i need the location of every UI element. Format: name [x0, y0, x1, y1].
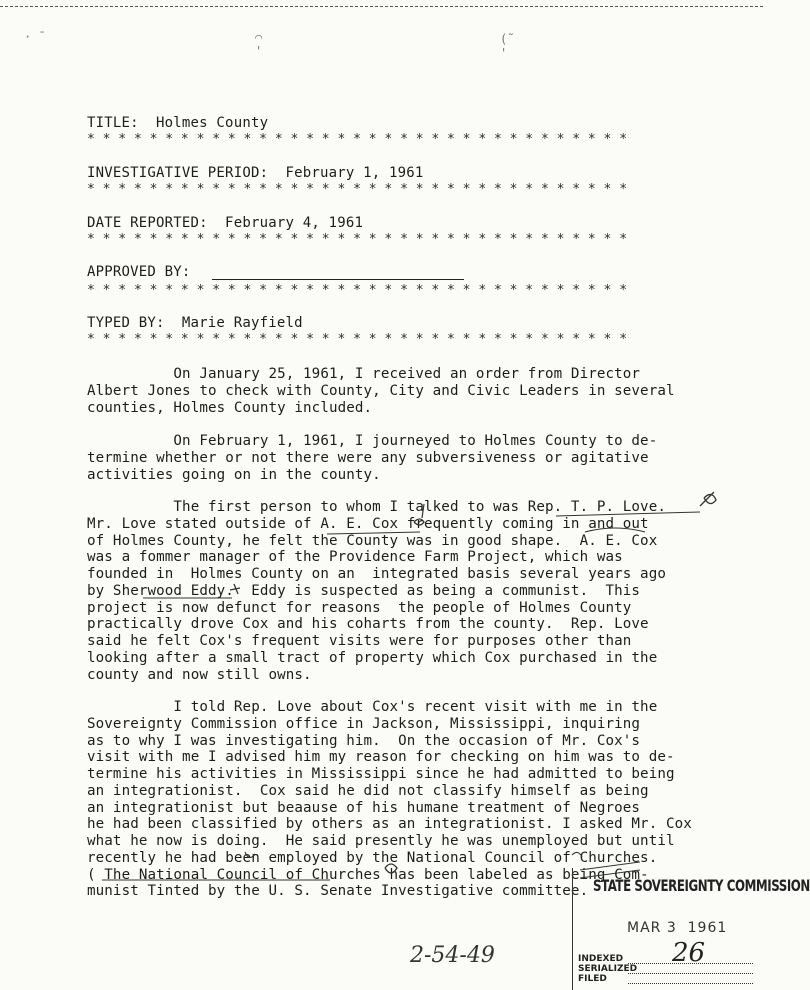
stamp-label-serialized: SERIALIZED [578, 964, 638, 974]
stamp-label-filed: FILED [578, 974, 607, 984]
stamp-dotted-line [628, 973, 753, 974]
typed-by: TYPED BY: Marie Rayfield [87, 315, 303, 331]
body-paragraph-1: On January 25, 1961, I received an order from Director Albert Jones to check with County, City and Civic Leaders in several counties, Holmes County included. [87, 366, 675, 416]
stamp-title: STATE SOVEREIGNTY COMMISSION [593, 876, 810, 895]
stamp-date: MAR 3 1961 [627, 920, 728, 936]
approved-by-label: APPROVED BY: [87, 264, 191, 280]
stamp-label-indexed: INDEXED [578, 954, 624, 964]
file-number-handwritten: 2-54-49 [410, 943, 495, 968]
date-reported: DATE REPORTED: February 4, 1961 [87, 215, 364, 231]
star-divider: * * * * * * * * * * * * * * * * * * * * * * * * * * * * * * * * * * * [87, 232, 628, 247]
investigative-period: INVESTIGATIVE PERIOD: February 1, 1961 [87, 165, 424, 181]
body-paragraph-3: The first person to whom I talked to was Rep. T. P. Love. Mr. Love stated outside of A. E. Cox frequently coming in and out of Holmes County, he felt the County was in good shape. A. E. Cox was a fommer manager of the Providence Farm Project, which was founded in Holmes County on an integrated basis several years ago by Sherwood Eddy. Eddy is suspected as being a communist. This project is now defunct for reasons the people of Holmes County practically drove Cox and his coharts from the county. Rep. Love said he felt Cox's frequent visits were for purposes other than looking after a small tract of property which Cox purchased in the county and now still owns. [87, 499, 666, 683]
star-divider: * * * * * * * * * * * * * * * * * * * * * * * * * * * * * * * * * * * [87, 132, 628, 147]
stamp-dotted-line [628, 983, 753, 984]
body-paragraph-2: On February 1, 1961, I journeyed to Holmes County to de- termine whether or not there were any subversiveness or agitative activities going on in the county. [87, 433, 658, 483]
report-title: TITLE: Holmes County [87, 115, 269, 131]
star-divider: * * * * * * * * * * * * * * * * * * * * * * * * * * * * * * * * * * * [87, 332, 628, 347]
stamp-handwritten-number: 26 [672, 938, 706, 968]
scan-speck: (˜ ' [500, 32, 515, 60]
body-paragraph-4: I told Rep. Love about Cox's recent visit with me in the Sovereignty Commission office in Jackson, Mississippi, inquiring as to why I was investigating him. On the occasion of Mr. Cox's visit with me I advised him my reason for checking on him was to de- termine his activities in Mississippi since he had admitted to being an integrationist. Cox said he did not classify himself as being an integrationist but beaause of his humane treatment of Negroes he had been classified by others as an integrationist. I asked Mr. Cox what he now is doing. He said presently he was unemployed but until recently he had been employed by the National Council of Churches. ( The National Council of Churches has been labeled as being Com- munist Tinted by the U. S. Senate Investigative committee. [87, 699, 692, 900]
star-divider: * * * * * * * * * * * * * * * * * * * * * * * * * * * * * * * * * * * [87, 182, 628, 197]
scan-speck: ⌒ ' [255, 30, 263, 58]
scan-speck: · ˉ [24, 30, 46, 44]
star-divider: * * * * * * * * * * * * * * * * * * * * * * * * * * * * * * * * * * * [87, 283, 628, 298]
